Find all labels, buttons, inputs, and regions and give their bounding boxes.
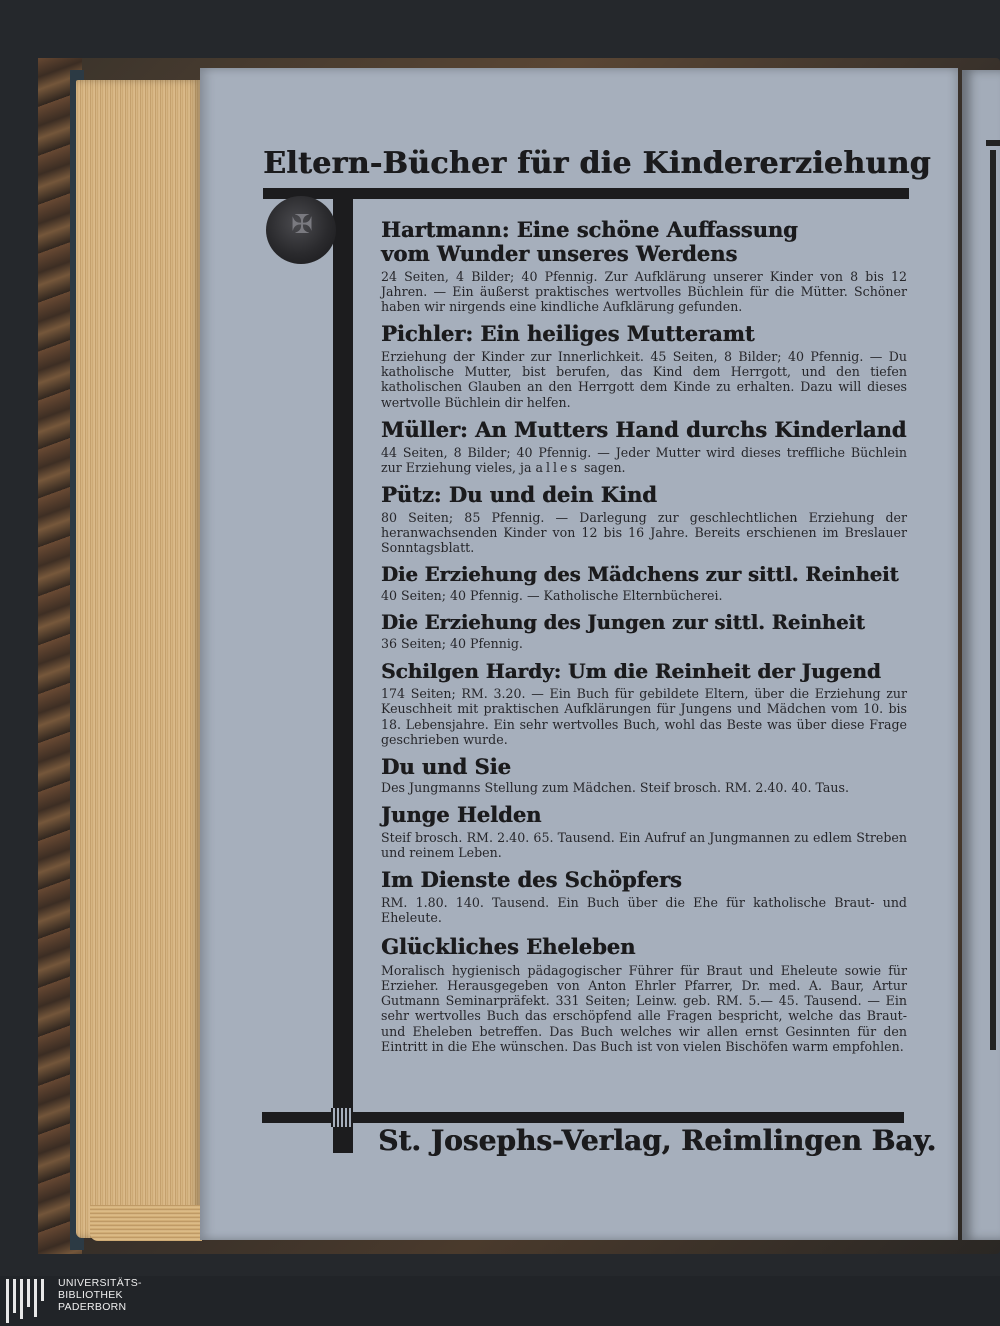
- entry-title: Die Erziehung des Jungen zur sittl. Reinheit: [381, 611, 865, 635]
- book-list: [381, 218, 907, 1054]
- entry-title: Pichler: Ein heiliges Mutteramt: [381, 321, 755, 347]
- page-edges: [76, 80, 202, 1238]
- list-item: [381, 322, 907, 409]
- entry-description: [381, 445, 907, 475]
- list-item: [381, 483, 907, 555]
- vertical-rule: [333, 199, 353, 1153]
- publisher-imprint: St. Josephs-Verlag, Reimlingen Bay.: [378, 1124, 937, 1157]
- list-item: [381, 611, 907, 651]
- entry-title: Im Dienste des Schöpfers: [381, 866, 682, 892]
- entry-description: Des Jungmanns Stellung zum Mädchen. Steif brosch. RM. 2.40. 40. Taus.: [381, 779, 849, 795]
- page-title: Eltern-Bücher für die Kindererziehung: [263, 146, 931, 181]
- entry-description-emphasis: alles: [535, 459, 580, 475]
- entry-description: 80 Seiten; 85 Pfennig. — Darlegung zur geschlechtlichen Erziehung der heranwachsenden Kinder von 12 bis 16 Jahre. Bereits erschienen im Breslauer Sonntagsblatt.: [381, 509, 907, 556]
- entry-description-text: 44 Seiten, 8 Bilder; 40 Pfennig. — Jeder Mutter wird dieses treffliche Büchlein zur Erziehung vieles, ja: [381, 444, 907, 475]
- library-logo-icon: [4, 1279, 48, 1323]
- list-item: [381, 935, 907, 1054]
- entry-description: 174 Seiten; RM. 3.20. — Ein Buch für gebildete Eltern, über die Erziehung zur Keuschheit mit praktischen Aufklärungen für Jungens und Mädchen vom 10. bis 18. Lebensjahre. Ein sehr wertvolles Buch, wohl das Beste was über diese Frage geschrieben wurde.: [381, 686, 907, 747]
- header-rule: [263, 188, 909, 199]
- entry-title: Du und Sie: [381, 753, 511, 779]
- facing-page-rule: [986, 140, 1000, 146]
- list-item: [381, 803, 907, 860]
- facing-page-rule-vertical: [990, 150, 996, 1050]
- entry-title: Pütz: Du und dein Kind: [381, 481, 657, 507]
- emblem-ornament-icon: ✠: [291, 210, 313, 240]
- library-name-line: BIBLIOTHEK: [58, 1289, 123, 1301]
- list-item: [381, 418, 907, 475]
- footer-rule-ornament: [331, 1108, 353, 1127]
- entry-title: Schilgen Hardy: Um die Reinheit der Jugend: [381, 659, 881, 684]
- library-name-line: UNIVERSITÄTS-: [58, 1277, 142, 1289]
- footer-rule: [262, 1112, 904, 1123]
- page-edges-bottom: [90, 1205, 202, 1241]
- entry-title: Die Erziehung des Mädchens zur sittl. Reinheit: [381, 563, 899, 587]
- entry-title: Junge Helden: [381, 801, 542, 827]
- list-item: [381, 868, 907, 925]
- entry-description: Moralisch hygienisch pädagogischer Führer für Braut und Eheleute sowie für Erzieher. Herausgegeben von Anton Ehrler Pfarrer, Dr. med. A. Baur, Artur Gutmann Seminarpräfekt. 331 Seiten; Leinw. geb. RM. 5.— 45. Tausend. — Ein sehr wertvolles Buch das erschöpfend alle Fragen bespricht, welche das Braut- und Eheleben betreffen. Das Buch welches wir allen ernst Gesinnten für den Eintritt in die Ehe wünschen. Das Buch ist von vielen Bischöfen warm empfohlen.: [381, 963, 907, 1054]
- library-name-line: PADERBORN: [58, 1301, 127, 1313]
- entry-description: RM. 1.80. 140. Tausend. Ein Buch über die Ehe für katholische Braut- und Eheleute.: [381, 894, 907, 926]
- list-item: [381, 659, 907, 746]
- entry-description: 40 Seiten; 40 Pfennig. — Katholische Elternbücherei.: [381, 588, 723, 604]
- entry-description: Erziehung der Kinder zur Innerlichkeit. 45 Seiten, 8 Bilder; 40 Pfennig. — Du katholische Mutter, bist berufen, das Kind dem Herrgott, und den tiefen katholischen Glauben an den Herrgott dem Kinde zu erhalten. Dazu will dieses wertvolle Büchlein dir helfen.: [381, 349, 907, 410]
- entry-title: Glückliches Eheleben: [381, 934, 636, 960]
- entry-description: 36 Seiten; 40 Pfennig.: [381, 636, 523, 652]
- entry-description: 24 Seiten, 4 Bilder; 40 Pfennig. Zur Aufklärung unserer Kinder von 8 bis 12 Jahren. — Ein äußerst praktisches wertvolles Büchlein für die Mütter. Schöner haben wir nirgends eine kindliche Aufklärung gefunden.: [381, 269, 907, 315]
- entry-description: Steif brosch. RM. 2.40. 65. Tausend. Ein Aufruf an Jungmannen zu edlem Streben und reinem Leben.: [381, 829, 907, 860]
- entry-title: Müller: An Mutters Hand durchs Kinderland: [381, 416, 907, 442]
- list-item: [381, 755, 907, 795]
- entry-title: Hartmann: Eine schöne Auffassung vom Wunder unseres Werdens: [381, 217, 798, 266]
- library-name: [58, 1277, 258, 1313]
- list-item: [381, 218, 907, 314]
- list-item: [381, 563, 907, 603]
- entry-description-text-end: sagen.: [579, 459, 626, 475]
